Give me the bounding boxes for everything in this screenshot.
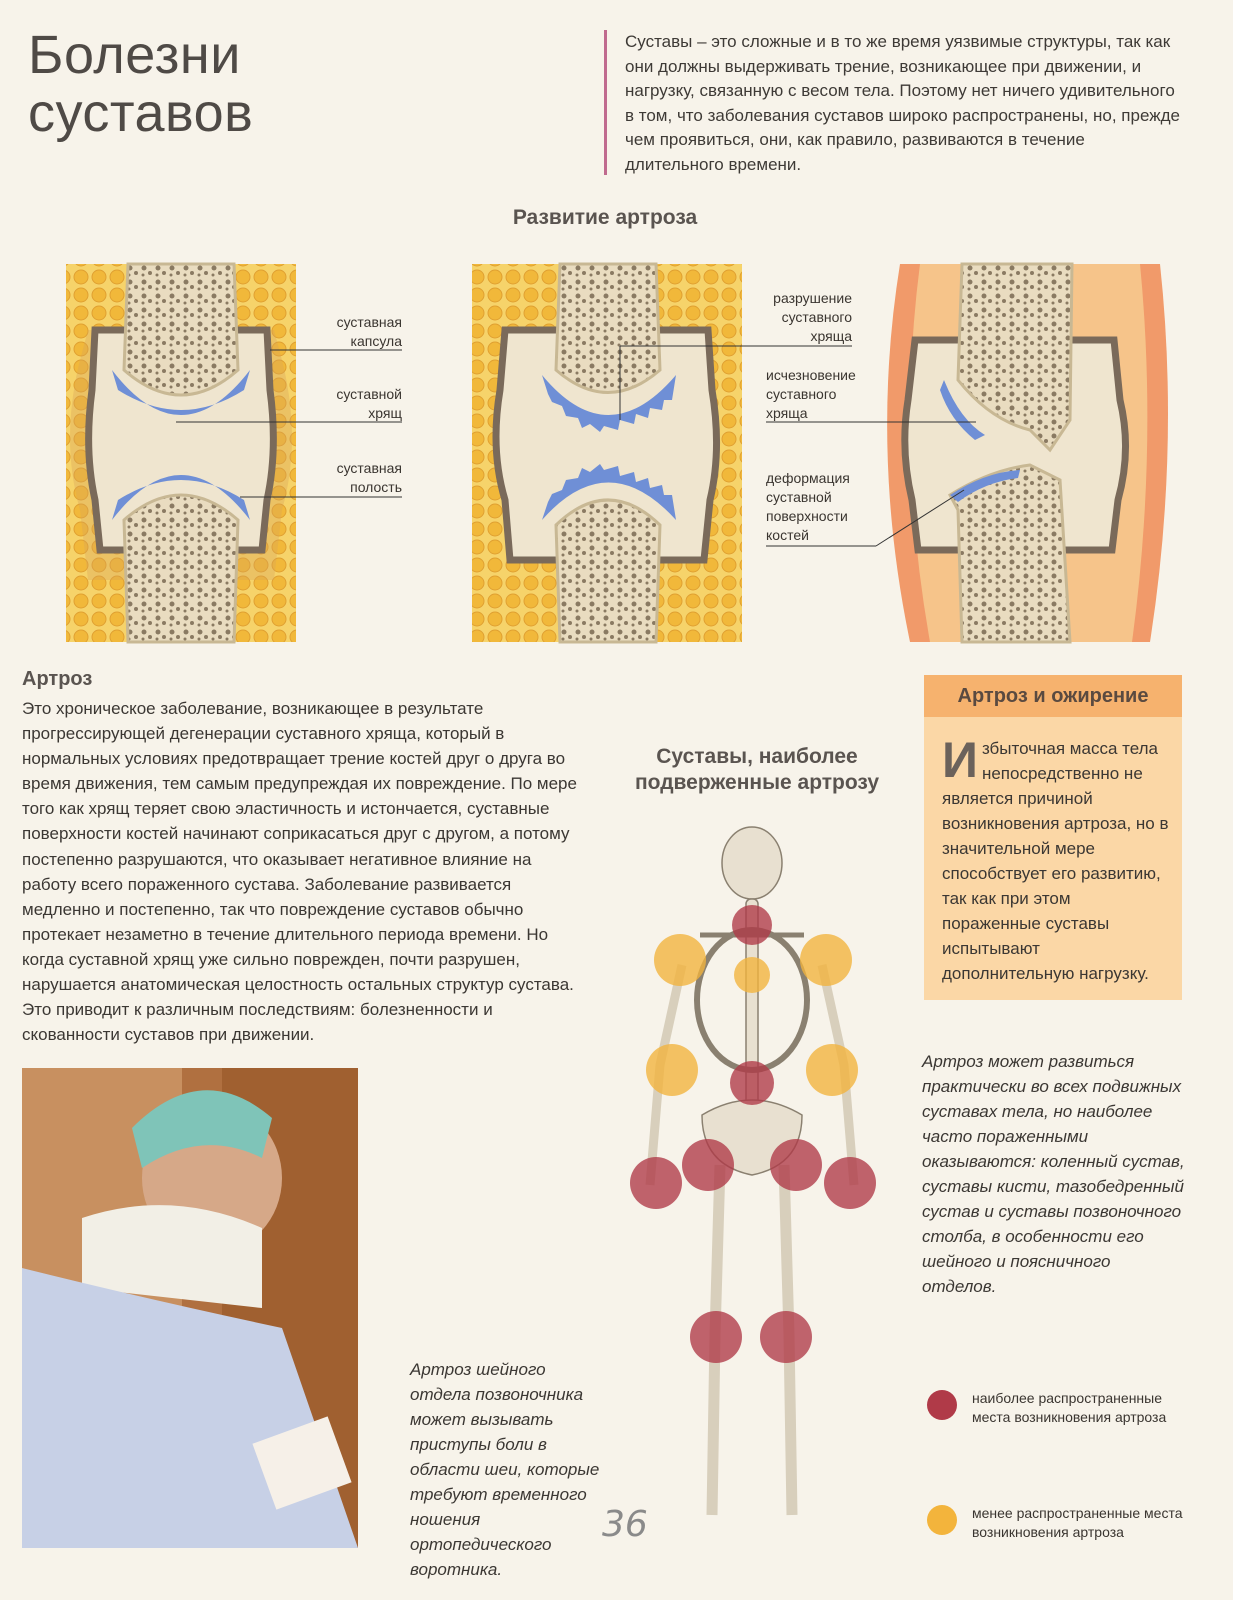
obesity-box-text xyxy=(942,732,1172,986)
joint-degenerating xyxy=(472,264,742,642)
skeleton-title-line1: Суставы, наиболее xyxy=(656,745,858,768)
obesity-box-title: Артроз и ожирение xyxy=(924,675,1182,717)
arthrosis-title: Артроз xyxy=(22,668,93,690)
development-title: Развитие артроза xyxy=(512,206,698,229)
photo-caption: Артроз шейного отдела позвоночника может вызывать приступы боли в области шеи, которые требуют временного ношения ортопедического воротника. xyxy=(410,1360,600,1579)
intro-paragraph: Суставы – это сложные и в то же время уязвимые структуры, так как они должны выдерживать трение, возникающее при движении, и нагрузку, связанную с весом тела. Поэтому нет ничего удивительного в том, что заболевания суставов широко распространены, но, прежде чем проявиться, они, как правило, развиваются в течение длительного времени. xyxy=(625,32,1180,174)
legend-text-less-common: менее распространенные места возникновения артроза xyxy=(972,1505,1183,1540)
label-joint-capsule: суставная капсула xyxy=(336,314,402,349)
page-title xyxy=(28,26,253,142)
obesity-text-body: збыточная масса тела непосредственно не является причиной возникновения артроза, но в значительной мере способствует его развитию, так как при этом пораженные суставы испытывают дополнительную нагрузку. xyxy=(942,739,1169,983)
skeleton-title-line2: подверженные артрозу xyxy=(634,771,880,794)
page-title-line1: Болезни xyxy=(28,25,241,85)
hotspot-left-hand xyxy=(630,1157,682,1209)
arthrosis-text: Это хроническое заболевание, возникающее в результате прогрессирующей дегенерации суставного хряща, который в нормальных условиях предотвращает трение костей друг о друга во время движения, тем самым предупреждая их повреждение. По мере того как хрящ теряет свою эластичность и истончается, суставные поверхности костей начинают соприкасаться друг с другом, а потому постепенно разрушаются, что оказывает негативное влияние на работу всего пораженного сустава. Заболевание развивается медленно и постепенно, так что повреждение суставов обычно протекает незаметно в течение длительного периода времени. Но когда суставной хрящ уже сильно поврежден, почти разрушен, нарушается анатомическая целостность остальных структур сустава. Это приводит к различным последствиям: болезненности и скованности суставов при движении. xyxy=(22,699,577,1045)
hotspot-left-elbow xyxy=(646,1044,698,1096)
hotspot-right-hand xyxy=(824,1157,876,1209)
joint-healthy xyxy=(66,264,296,642)
skull xyxy=(722,827,782,899)
hotspot-left-knee xyxy=(690,1311,742,1363)
hotspot-left-shoulder xyxy=(654,934,706,986)
skeleton-title xyxy=(612,744,902,796)
intro-accent-bar xyxy=(604,30,607,175)
label-bone-deformation: деформация суставной поверхности костей xyxy=(766,470,850,543)
hotspot-lumbar xyxy=(730,1061,774,1105)
obesity-dropcap: И xyxy=(942,732,978,788)
page-number: 36 xyxy=(602,1504,648,1545)
label-joint-cavity: суставная полость xyxy=(336,460,402,495)
joint-illustrations xyxy=(0,250,1233,650)
hotspot-right-hip xyxy=(770,1139,822,1191)
legend-dot-less-common xyxy=(927,1505,957,1535)
label-articular-cartilage: суставной хрящ xyxy=(336,386,402,421)
label-cartilage-destruction: разрушение суставного хряща xyxy=(773,290,852,344)
skeleton-illustration xyxy=(620,815,900,1555)
hotspot-right-knee xyxy=(760,1311,812,1363)
legend-dot-common xyxy=(927,1390,957,1420)
label-cartilage-disappearance: исчезновение суставного хряща xyxy=(766,367,856,421)
joint-advanced xyxy=(887,264,1168,642)
skeleton-caption: Артроз может развиться практически во всех подвижных суставах тела, но наиболее часто пораженными оказываются: коленный сустав, суставы кисти, тазобедренный сустав и суставы позвоночного столба, в особенности его шейного и поясничного отделов. xyxy=(922,1052,1185,1296)
hotspot-upper-spine xyxy=(734,957,770,993)
legend-text-common: наиболее распространенные места возникновения артроза xyxy=(972,1390,1167,1425)
hotspot-right-shoulder xyxy=(800,934,852,986)
page-title-line2: суставов xyxy=(28,83,254,143)
hotspot-right-elbow xyxy=(806,1044,858,1096)
hotspot-left-hip xyxy=(682,1139,734,1191)
hotspot-neck xyxy=(732,905,772,945)
patient-photo xyxy=(22,1068,358,1548)
